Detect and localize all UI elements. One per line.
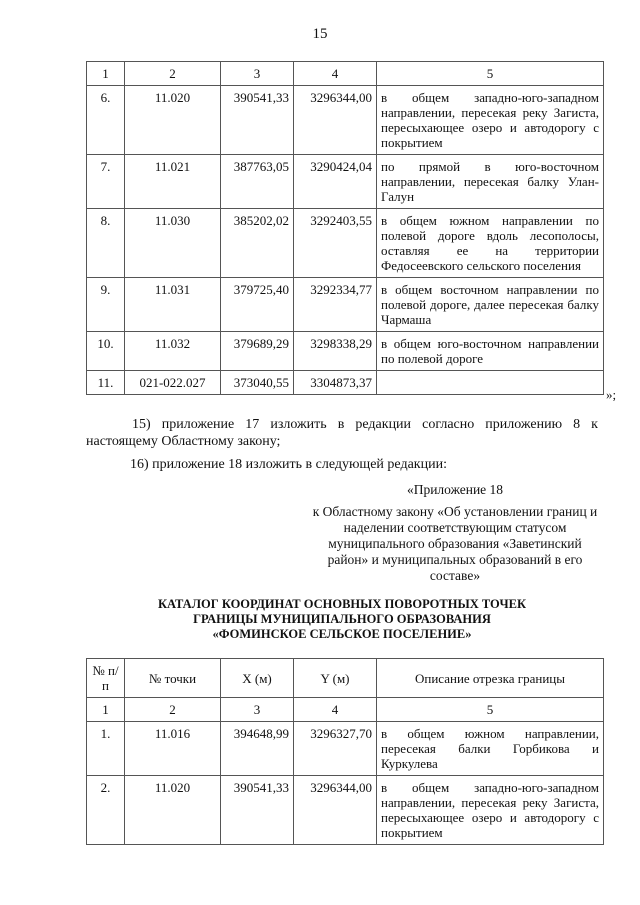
col-index-3: 3 (221, 62, 294, 86)
y-coordinate: 3304873,37 (294, 371, 377, 395)
point-number: 11.020 (125, 86, 221, 155)
y-coordinate: 3292403,55 (294, 209, 377, 278)
x-coordinate: 390541,33 (221, 776, 294, 845)
col-index-1: 1 (87, 62, 125, 86)
row-number: 2. (87, 776, 125, 845)
coordinates-table-continued (86, 61, 604, 395)
table-row (87, 776, 604, 845)
point-number: 11.016 (125, 722, 221, 776)
segment-description: в общем западно-юго-западном направлении, пересекая реку Загиста, пересыхающее озеро и автодорогу с покрытием (377, 86, 604, 155)
table-row (87, 209, 604, 278)
catalog-title-line: КАТАЛОГ КООРДИНАТ ОСНОВНЫХ ПОВОРОТНЫХ ТОЧЕК (157, 597, 527, 611)
row-number: 9. (87, 278, 125, 332)
table-row (87, 722, 604, 776)
x-coordinate: 385202,02 (221, 209, 294, 278)
y-coordinate: 3292334,77 (294, 278, 377, 332)
point-number: 021-022.027 (125, 371, 221, 395)
table-row (87, 86, 604, 155)
row-number: 1. (87, 722, 125, 776)
col-index-2: 2 (125, 698, 221, 722)
segment-description (377, 371, 604, 395)
table-row (87, 155, 604, 209)
appendix-body: к Областному закону «Об установлении границ и наделении соответствующим статусом муниципального образования «Заветинский район» и муниципальных образований в его составе» (312, 504, 598, 583)
catalog-title-line: ГРАНИЦЫ МУНИЦИПАЛЬНОГО ОБРАЗОВАНИЯ (193, 612, 491, 626)
catalog-title-line: «ФОМИНСКОЕ СЕЛЬСКОЕ ПОСЕЛЕНИЕ» (212, 627, 472, 641)
appendix-heading (310, 482, 600, 584)
y-coordinate: 3298338,29 (294, 332, 377, 371)
paragraph-item-16: 16) приложение 18 изложить в следующей редакции: (130, 457, 447, 472)
table-row (87, 332, 604, 371)
header-point-number: № точки (125, 659, 221, 698)
col-index-5: 5 (377, 62, 604, 86)
paragraph-item-15: 15) приложение 17 изложить в редакции согласно приложению 8 к настоящему Областному закону; (86, 417, 598, 449)
table-row (87, 278, 604, 332)
row-number: 10. (87, 332, 125, 371)
point-number: 11.031 (125, 278, 221, 332)
segment-description: в общем западно-юго-западном направлении, пересекая реку Загиста, пересыхающее озеро и автодорогу с покрытием (377, 776, 604, 845)
y-coordinate: 3290424,04 (294, 155, 377, 209)
x-coordinate: 373040,55 (221, 371, 294, 395)
x-coordinate: 387763,05 (221, 155, 294, 209)
col-index-3: 3 (221, 698, 294, 722)
col-index-4: 4 (294, 62, 377, 86)
x-coordinate: 379725,40 (221, 278, 294, 332)
segment-description: в общем южном направлении по полевой дороге вдоль лесополосы, оставляя ее на территории Федосеевского сельского поселения (377, 209, 604, 278)
point-number: 11.030 (125, 209, 221, 278)
col-index-4: 4 (294, 698, 377, 722)
row-number: 7. (87, 155, 125, 209)
segment-description: в общем южном направлении, пересекая балки Горбикова и Куркулева (377, 722, 604, 776)
row-number: 11. (87, 371, 125, 395)
y-coordinate: 3296344,00 (294, 86, 377, 155)
x-coordinate: 379689,29 (221, 332, 294, 371)
table-header-row (87, 659, 604, 698)
point-number: 11.020 (125, 776, 221, 845)
header-x-coordinate: X (м) (221, 659, 294, 698)
y-coordinate: 3296327,70 (294, 722, 377, 776)
row-number: 6. (87, 86, 125, 155)
segment-description: в общем восточном направлении по полевой дороге, далее пересекая балку Чармаша (377, 278, 604, 332)
col-index-5: 5 (377, 698, 604, 722)
appendix-title: «Приложение 18 (406, 482, 504, 497)
table-index-row (87, 698, 604, 722)
header-description: Описание отрезка границы (377, 659, 604, 698)
x-coordinate: 390541,33 (221, 86, 294, 155)
header-y-coordinate: Y (м) (294, 659, 377, 698)
segment-description: в общем юго-восточном направлении по полевой дороге (377, 332, 604, 371)
header-row-number: № п/п (87, 659, 125, 698)
table-index-row (87, 62, 604, 86)
point-number: 11.032 (125, 332, 221, 371)
y-coordinate: 3296344,00 (294, 776, 377, 845)
row-number: 8. (87, 209, 125, 278)
x-coordinate: 394648,99 (221, 722, 294, 776)
segment-description: по прямой в юго-восточном направлении, пересекая балку Улан-Галун (377, 155, 604, 209)
point-number: 11.021 (125, 155, 221, 209)
table-row (87, 371, 604, 395)
catalog-title (86, 597, 598, 642)
col-index-2: 2 (125, 62, 221, 86)
page-number: 15 (312, 26, 328, 42)
coordinates-table-fominskoe (86, 658, 604, 845)
closing-quote: »; (606, 387, 617, 402)
col-index-1: 1 (87, 698, 125, 722)
